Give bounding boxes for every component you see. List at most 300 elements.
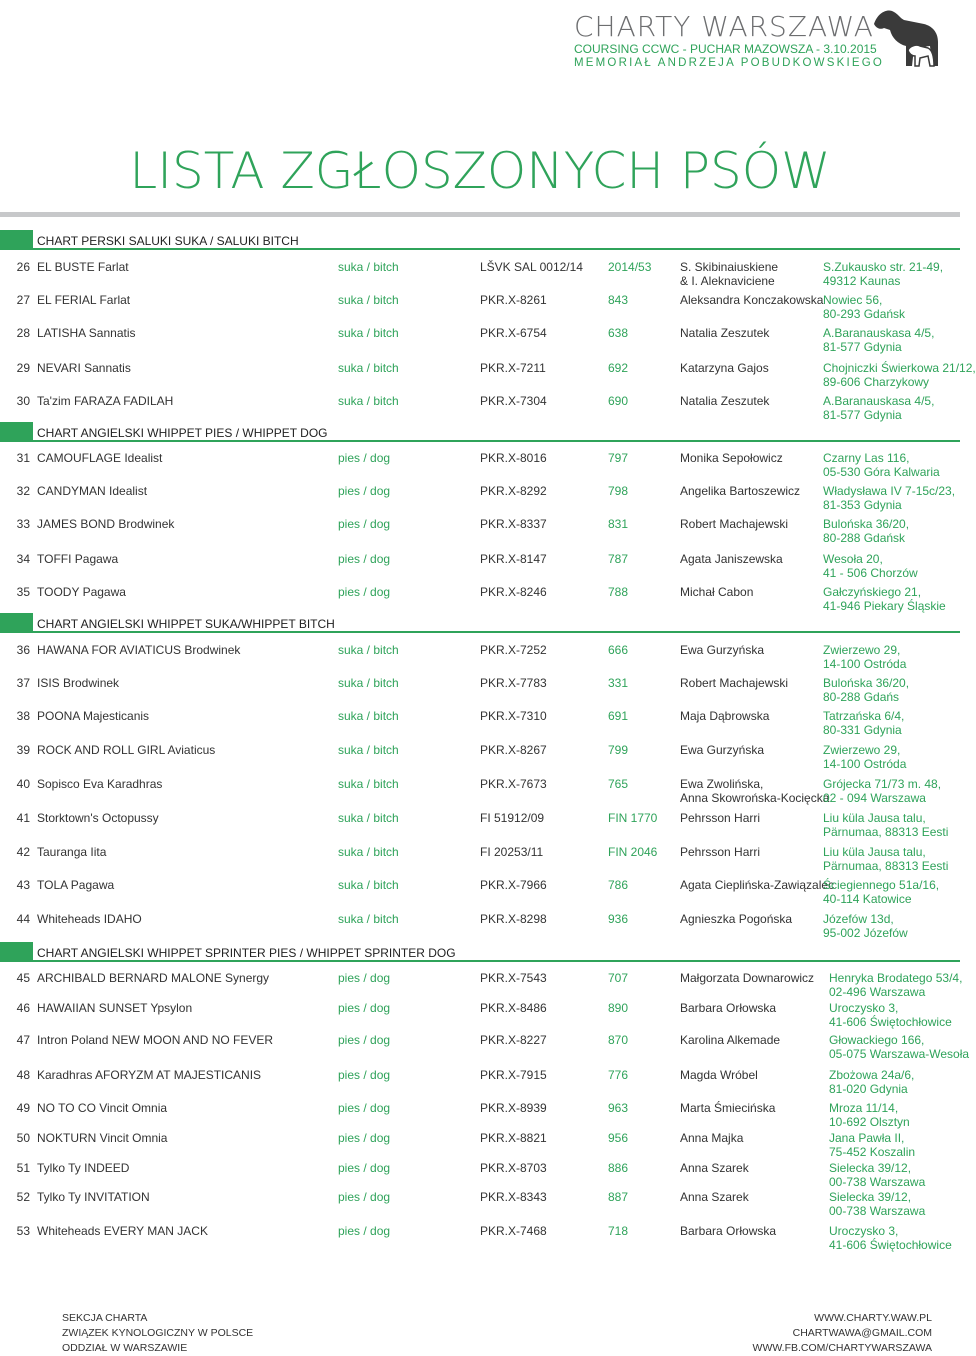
licence-number: 638 <box>608 326 629 340</box>
owner-line: Natalia Zeszutek <box>680 394 770 408</box>
registration-number: PKR.X-8298 <box>480 912 547 926</box>
owner-line: Maja Dąbrowska <box>680 709 770 723</box>
owner-address <box>823 585 946 613</box>
registration-number: FI 20253/11 <box>480 845 544 859</box>
owner-line: Robert Machajewski <box>680 676 789 690</box>
dog-name: Tauranga Iita <box>37 845 107 859</box>
owner <box>680 811 760 825</box>
brand-block <box>574 10 885 70</box>
address-line: 14-100 Ostróda <box>823 757 907 771</box>
owner-address <box>823 394 934 422</box>
owner-line: Ewa Gurzyńska <box>680 743 765 757</box>
owner-line: Monika Sepołowicz <box>680 451 783 465</box>
entry-number: 26 <box>16 260 30 274</box>
footer-email-link[interactable]: CHARTWAWA@GMAIL.COM <box>792 1327 932 1339</box>
owner-address <box>829 1224 952 1252</box>
owner-line: Magda Wróbel <box>680 1068 758 1082</box>
dog-sex: suka / bitch <box>338 394 399 408</box>
owner-address <box>829 971 962 999</box>
section-header <box>0 230 960 250</box>
owner <box>680 484 800 498</box>
dog-sex: pies / dog <box>338 1161 391 1175</box>
owner-line: Karolina Alkemade <box>680 1033 781 1047</box>
entry-number: 43 <box>16 878 30 892</box>
owner-address <box>823 517 909 545</box>
owner <box>680 878 834 892</box>
address-line: Liu küla Jausa talu, <box>823 845 926 859</box>
registration-number: PKR.X-8267 <box>480 743 547 757</box>
owner-address <box>823 777 941 805</box>
entry-number: 28 <box>16 326 30 340</box>
owner-line: Agata Cieplińska-Zawiązalec <box>680 878 835 892</box>
address-line: 00-738 Warszawa <box>829 1204 926 1218</box>
section-marker <box>0 942 33 962</box>
address-line: Czarny Las 116, <box>823 451 910 465</box>
section-label: CHART ANGIELSKI WHIPPET SPRINTER PIES / WHIPPET SPRINTER DOG <box>37 946 456 960</box>
dog-name: Tylko Ty INDEED <box>37 1161 130 1175</box>
dog-sex: pies / dog <box>338 1190 391 1204</box>
address-line: Uroczysko 3, <box>829 1001 899 1015</box>
owner <box>680 743 764 757</box>
dog-name: NOKTURN Vincit Omnia <box>37 1131 168 1145</box>
address-line: 81-577 Gdynia <box>823 340 902 354</box>
owner <box>680 1190 749 1204</box>
owner-address <box>829 1033 969 1061</box>
entry-number: 48 <box>16 1068 30 1082</box>
owner <box>680 845 760 859</box>
owner <box>680 1001 776 1015</box>
dog-name: EL BUSTE Farlat <box>37 260 129 274</box>
brand-subtitle-memorial: MEMORIAŁ ANDRZEJA POBUDKOWSKIEGO <box>574 57 885 69</box>
dog-name: Intron Poland NEW MOON AND NO FEVER <box>37 1033 274 1047</box>
address-line: Zwierzewo 29, <box>823 743 901 757</box>
address-line: 89-606 Charzykowy <box>823 375 930 389</box>
owner <box>680 1224 776 1238</box>
address-line: 00-738 Warszawa <box>829 1175 926 1189</box>
owner-line: Anna Szarek <box>680 1161 749 1175</box>
dog-name: Karadhras AFORYZM AT MAJESTICANIS <box>37 1068 262 1082</box>
address-line: Pärnumaa, 88313 Eesti <box>823 825 949 839</box>
title-divider <box>0 212 960 217</box>
section-label: CHART ANGIELSKI WHIPPET PIES / WHIPPET DOG <box>37 426 328 440</box>
dog-name: CAMOUFLAGE Idealist <box>37 451 163 465</box>
owner <box>680 777 829 805</box>
entry-number: 35 <box>16 585 30 599</box>
section-underline <box>0 440 960 442</box>
dog-name: CANDYMAN Idealist <box>37 484 148 498</box>
address-line: 05-530 Góra Kalwaria <box>823 465 940 479</box>
dog-name: NO TO CO Vincit Omnia <box>37 1101 168 1115</box>
address-line: 10-692 Olsztyn <box>829 1115 910 1129</box>
section-label: CHART PERSKI SALUKI SUKA / SALUKI BITCH <box>37 234 299 248</box>
entry-number: 42 <box>16 845 30 859</box>
owner-address <box>823 484 955 512</box>
address-line: 81-577 Gdynia <box>823 408 902 422</box>
licence-number: 831 <box>608 517 629 531</box>
address-line: Sielecka 39/12, <box>829 1190 912 1204</box>
owner-line: Ewa Zwolińska, <box>680 777 764 791</box>
owner-address <box>829 1101 910 1129</box>
address-line: Ściegiennego 51a/16, <box>823 878 940 892</box>
licence-number: 886 <box>608 1161 629 1175</box>
owner-address <box>823 912 908 940</box>
dog-sex: pies / dog <box>338 484 391 498</box>
address-line: Jana Pawła II, <box>829 1131 905 1145</box>
dog-sex: suka / bitch <box>338 912 399 926</box>
owner-line: Natalia Zeszutek <box>680 326 770 340</box>
dog-name: NEVARI Sannatis <box>37 361 131 375</box>
address-line: Zwierzewo 29, <box>823 643 901 657</box>
address-line: S.Zukausko str. 21-49, <box>823 260 944 274</box>
address-line: 41-606 Świętochłowice <box>829 1015 952 1029</box>
owner-line: Agata Janiszewska <box>680 552 783 566</box>
section-marker <box>0 613 33 633</box>
section-underline <box>0 248 960 250</box>
owner-line: S. Skibinaiuskiene <box>680 260 779 274</box>
address-line: 80-288 Gdańs <box>823 690 900 704</box>
licence-number: 666 <box>608 643 629 657</box>
owner-line: Pehrsson Harri <box>680 811 761 825</box>
owner-line: Anna Skowrońska-Kocięcka <box>680 791 830 805</box>
dog-name: Whiteheads IDAHO <box>37 912 142 926</box>
registration-number: PKR.X-7252 <box>480 643 547 657</box>
dog-sex: suka / bitch <box>338 676 399 690</box>
registration-number: PKR.X-6754 <box>480 326 547 340</box>
owner-line: Agnieszka Pogońska <box>680 912 793 926</box>
address-line: Bulońska 36/20, <box>823 517 910 531</box>
owner-address <box>829 1190 925 1218</box>
owner-line: Barbara Orłowska <box>680 1224 777 1238</box>
registration-number: PKR.X-8486 <box>480 1001 547 1015</box>
licence-number: 692 <box>608 361 629 375</box>
owner <box>680 260 778 288</box>
dog-name: ARCHIBALD BERNARD MALONE Synergy <box>37 971 270 985</box>
registration-number: PKR.X-7966 <box>480 878 547 892</box>
entry-number: 45 <box>16 971 30 985</box>
dog-sex: suka / bitch <box>338 845 399 859</box>
licence-number: 691 <box>608 709 629 723</box>
registration-number: PKR.X-7543 <box>480 971 547 985</box>
owner <box>680 1101 775 1115</box>
dog-name: HAWAIIAN SUNSET Ypsylon <box>37 1001 193 1015</box>
licence-number: 956 <box>608 1131 629 1145</box>
licence-number: 963 <box>608 1101 629 1115</box>
entry-number: 29 <box>16 361 30 375</box>
footer-left-line: SEKCJA CHARTA <box>62 1312 148 1324</box>
entry-number: 49 <box>16 1101 30 1115</box>
registration-number: LŠVK SAL 0012/14 <box>480 260 583 274</box>
address-line: 02 - 094 Warszawa <box>823 791 926 805</box>
dog-sex: pies / dog <box>338 971 391 985</box>
entry-number: 31 <box>16 451 30 465</box>
owner-address <box>823 293 905 321</box>
licence-number: 765 <box>608 777 629 791</box>
registration-number: PKR.X-8261 <box>480 293 547 307</box>
dog-sex: pies / dog <box>338 1068 391 1082</box>
dog-name: TOLA Pagawa <box>37 878 115 892</box>
owner-address <box>823 326 934 354</box>
owner-line: Anna Majka <box>680 1131 744 1145</box>
licence-number: 787 <box>608 552 629 566</box>
section-marker <box>0 230 33 250</box>
owner-address <box>823 451 940 479</box>
address-line: Wesoła 20, <box>823 552 883 566</box>
dog-name: EL FERIAL Farlat <box>37 293 131 307</box>
entry-number: 52 <box>16 1190 30 1204</box>
page-title: LISTA ZGŁOSZONYCH PSÓW <box>129 142 831 200</box>
owner <box>680 709 769 723</box>
owner-address <box>823 709 904 737</box>
dog-name: ROCK AND ROLL GIRL Aviaticus <box>37 743 216 757</box>
greyhound-logo-icon <box>864 2 944 72</box>
owner-address <box>829 1161 925 1189</box>
entry-number: 50 <box>16 1131 30 1145</box>
dog-name: HAWANA FOR AVIATICUS Brodwinek <box>37 643 241 657</box>
registration-number: PKR.X-8292 <box>480 484 547 498</box>
licence-number: 786 <box>608 878 629 892</box>
owner <box>680 451 783 465</box>
section-marker <box>0 422 33 442</box>
entry-number: 39 <box>16 743 30 757</box>
owner-address <box>823 845 948 873</box>
dog-name: Ta'zim FARAZA FADILAH <box>37 394 174 408</box>
dog-name: Tylko Ty INVITATION <box>37 1190 150 1204</box>
address-line: 49312 Kaunas <box>823 274 901 288</box>
owner <box>680 394 769 408</box>
address-line: 05-075 Warszawa-Wesoła <box>829 1047 970 1061</box>
licence-number: FIN 2046 <box>608 845 658 859</box>
registration-number: PKR.X-8227 <box>480 1033 547 1047</box>
licence-number: 2014/53 <box>608 260 652 274</box>
registration-number: PKR.X-7915 <box>480 1068 547 1082</box>
address-line: 40-114 Katowice <box>823 892 912 906</box>
dog-sex: suka / bitch <box>338 811 399 825</box>
registration-number: PKR.X-7304 <box>480 394 547 408</box>
address-line: Chojniczki Świerkowa 21/12, <box>823 361 976 375</box>
licence-number: 887 <box>608 1190 629 1204</box>
address-line: Liu küla Jausa talu, <box>823 811 926 825</box>
entry-number: 46 <box>16 1001 30 1015</box>
owner <box>680 326 769 340</box>
footer-left-line: ZWIĄZEK KYNOLOGICZNY W POLSCE <box>62 1327 254 1339</box>
registration-number: PKR.X-7310 <box>480 709 547 723</box>
entry-number: 36 <box>16 643 30 657</box>
owner <box>680 517 788 531</box>
dog-name: Whiteheads EVERY MAN JACK <box>37 1224 208 1238</box>
licence-number: 843 <box>608 293 629 307</box>
address-line: Józefów 13d, <box>823 912 894 926</box>
licence-number: 936 <box>608 912 629 926</box>
owner <box>680 971 814 985</box>
registration-number: PKR.X-8337 <box>480 517 547 531</box>
section-header <box>0 422 960 442</box>
address-line: 80-293 Gdańsk <box>823 307 906 321</box>
owner <box>680 643 764 657</box>
address-line: Zbożowa 24a/6, <box>829 1068 915 1082</box>
registration-number: FI 51912/09 <box>480 811 545 825</box>
owner-address <box>823 643 906 671</box>
owner-line: & I. Aleknaviciene <box>680 274 775 288</box>
dog-sex: suka / bitch <box>338 361 399 375</box>
licence-number: 890 <box>608 1001 629 1015</box>
address-line: 81-020 Gdynia <box>829 1082 908 1096</box>
footer-contact <box>753 1311 932 1356</box>
owner-address <box>823 811 948 839</box>
address-line: Władysława IV 7-15c/23, <box>823 484 956 498</box>
section-label: CHART ANGIELSKI WHIPPET SUKA/WHIPPET BITCH <box>37 617 335 631</box>
dog-name: LATISHA Sannatis <box>37 326 136 340</box>
licence-number: 788 <box>608 585 629 599</box>
dog-sex: suka / bitch <box>338 293 399 307</box>
owner-address <box>823 743 906 771</box>
owner-address <box>829 1131 915 1159</box>
footer-facebook-link[interactable]: WWW.FB.COM/CHARTYWARSZAWA <box>752 1342 932 1354</box>
address-line: Tatrzańska 6/4, <box>823 709 905 723</box>
dog-sex: suka / bitch <box>338 326 399 340</box>
dog-sex: pies / dog <box>338 1033 391 1047</box>
owner <box>680 552 783 566</box>
address-line: A.Baranauskasa 4/5, <box>823 326 935 340</box>
entry-number: 40 <box>16 777 30 791</box>
owner-address <box>823 676 909 704</box>
address-line: Uroczysko 3, <box>829 1224 899 1238</box>
owner-line: Małgorzata Downarowicz <box>680 971 815 985</box>
dog-sex: suka / bitch <box>338 260 399 274</box>
owner-line: Ewa Gurzyńska <box>680 643 765 657</box>
registration-number: PKR.X-8016 <box>480 451 547 465</box>
owner <box>680 912 792 926</box>
section-header <box>0 942 960 962</box>
dog-sex: pies / dog <box>338 1224 391 1238</box>
registration-number: PKR.X-8939 <box>480 1101 547 1115</box>
entry-number: 53 <box>16 1224 30 1238</box>
address-line: 41 - 506 Chorzów <box>823 566 918 580</box>
address-line: 14-100 Ostróda <box>823 657 907 671</box>
owner-line: Barbara Orłowska <box>680 1001 777 1015</box>
dog-name: Storktown's Octopussy <box>37 811 159 825</box>
owner <box>680 1161 749 1175</box>
dog-name: TOFFI Pagawa <box>37 552 119 566</box>
dog-sex: pies / dog <box>338 1131 391 1145</box>
dog-sex: pies / dog <box>338 585 391 599</box>
section-header <box>0 613 960 633</box>
licence-number: FIN 1770 <box>608 811 658 825</box>
address-line: Bulońska 36/20, <box>823 676 910 690</box>
address-line: 02-496 Warszawa <box>829 985 926 999</box>
owner-address <box>823 552 918 580</box>
dog-name: ISIS Brodwinek <box>37 676 120 690</box>
owner-address <box>829 1001 952 1029</box>
address-line: Gałczyńskiego 21, <box>823 585 922 599</box>
entry-number: 33 <box>16 517 30 531</box>
owner <box>680 1033 780 1047</box>
owner-line: Marta Śmiecińska <box>680 1101 776 1115</box>
owner <box>680 1131 743 1145</box>
entry-number: 30 <box>16 394 30 408</box>
registration-number: PKR.X-7468 <box>480 1224 547 1238</box>
entry-number: 37 <box>16 676 30 690</box>
dog-sex: suka / bitch <box>338 878 399 892</box>
licence-number: 718 <box>608 1224 629 1238</box>
address-line: 80-331 Gdynia <box>823 723 902 737</box>
licence-number: 690 <box>608 394 629 408</box>
registration-number: PKR.X-8703 <box>480 1161 547 1175</box>
dog-sex: pies / dog <box>338 1101 391 1115</box>
owner-line: Robert Machajewski <box>680 517 789 531</box>
registration-number: PKR.X-7673 <box>480 777 547 791</box>
dog-name: JAMES BOND Brodwinek <box>37 517 175 531</box>
owner-line: Anna Szarek <box>680 1190 749 1204</box>
brand-subtitle-event: COURSING CCWC - PUCHAR MAZOWSZA - 3.10.2015 <box>574 42 877 56</box>
footer-organization <box>62 1311 253 1356</box>
owner-address <box>823 878 939 906</box>
entry-number: 47 <box>16 1033 30 1047</box>
address-line: 41-606 Świętochłowice <box>829 1238 952 1252</box>
registration-number: PKR.X-8821 <box>480 1131 547 1145</box>
entry-number: 34 <box>16 552 30 566</box>
licence-number: 331 <box>608 676 629 690</box>
licence-number: 797 <box>608 451 629 465</box>
dog-sex: pies / dog <box>338 451 391 465</box>
section-underline <box>0 960 960 962</box>
dog-sex: pies / dog <box>338 552 391 566</box>
registration-number: PKR.X-7211 <box>480 361 546 375</box>
dog-name: TOODY Pagawa <box>37 585 126 599</box>
owner-line: Katarzyna Gajos <box>680 361 769 375</box>
address-line: 81-353 Gdynia <box>823 498 902 512</box>
dog-sex: pies / dog <box>338 1001 391 1015</box>
address-line: Pärnumaa, 88313 Eesti <box>823 859 949 873</box>
registration-number: PKR.X-7783 <box>480 676 547 690</box>
dog-sex: suka / bitch <box>338 777 399 791</box>
section-underline <box>0 631 960 633</box>
owner <box>680 1068 758 1082</box>
dog-sex: suka / bitch <box>338 643 399 657</box>
owner-address <box>823 260 943 288</box>
owner-line: Aleksandra Konczakowska <box>680 293 824 307</box>
dog-sex: suka / bitch <box>338 709 399 723</box>
licence-number: 798 <box>608 484 629 498</box>
address-line: Głowackiego 166, <box>829 1033 925 1047</box>
address-line: Sielecka 39/12, <box>829 1161 912 1175</box>
owner-line: Angelika Bartoszewicz <box>680 484 801 498</box>
entry-number: 41 <box>16 811 30 825</box>
dog-sex: pies / dog <box>338 517 391 531</box>
dog-sex: suka / bitch <box>338 743 399 757</box>
address-line: 75-452 Koszalin <box>829 1145 916 1159</box>
address-line: 80-288 Gdańsk <box>823 531 906 545</box>
registration-number: PKR.X-8343 <box>480 1190 547 1204</box>
address-line: 41-946 Piekary Śląskie <box>823 599 946 613</box>
licence-number: 776 <box>608 1068 629 1082</box>
owner <box>680 293 823 307</box>
owner <box>680 676 788 690</box>
address-line: Mroza 11/14, <box>829 1101 899 1115</box>
footer-left-line: ODDZIAŁ W WARSZAWIE <box>62 1342 188 1354</box>
owner-line: Michał Cabon <box>680 585 754 599</box>
owner <box>680 361 769 375</box>
footer-website-link[interactable]: WWW.CHARTY.WAW.PL <box>814 1312 932 1324</box>
registration-number: PKR.X-8246 <box>480 585 547 599</box>
entry-number: 44 <box>16 912 30 926</box>
entry-number: 27 <box>16 293 30 307</box>
address-line: Nowiec 56, <box>823 293 883 307</box>
brand-title: CHARTY WARSZAWA <box>574 10 874 43</box>
owner-address <box>829 1068 914 1096</box>
entry-number: 51 <box>16 1161 30 1175</box>
owner-address <box>823 361 976 389</box>
licence-number: 707 <box>608 971 629 985</box>
